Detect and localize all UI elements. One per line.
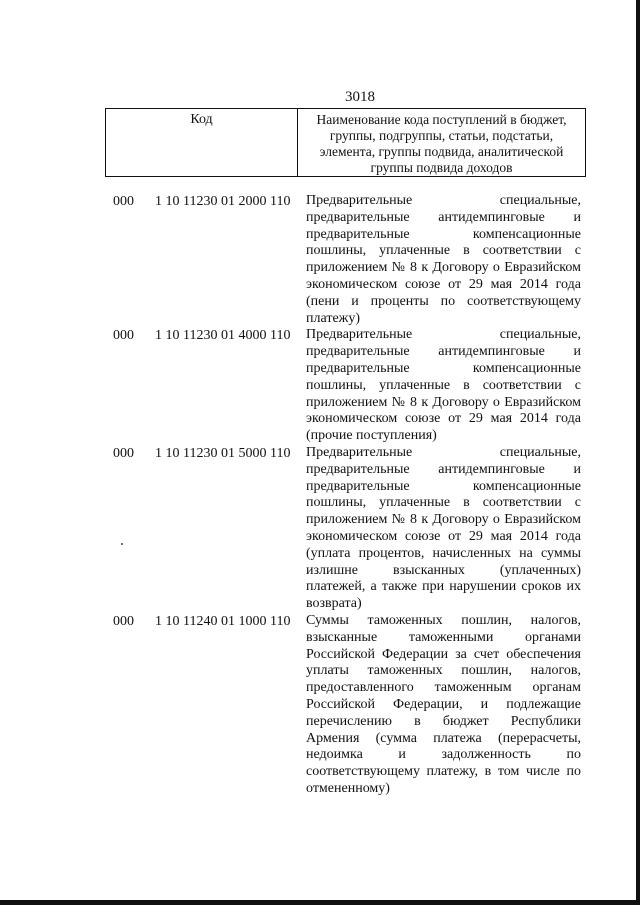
description-line: Суммы таможенных пошлин, налогов, — [306, 612, 581, 628]
admin-code: 000 — [113, 328, 134, 344]
description-line: платежу) — [306, 310, 360, 326]
description-line: предварительные антидемпинговые и — [306, 461, 581, 477]
description-line: перечислению в бюджет Республики — [306, 713, 581, 729]
admin-code: 000 — [113, 445, 134, 461]
description-line: пошлины, уплаченные в соответствии с — [306, 495, 581, 511]
description-line: экономическом союзе от 29 мая 2014 года — [306, 276, 581, 292]
revenue-code: 1 10 11230 01 2000 110 — [155, 194, 291, 209]
description-line: (пени и проценты по соответствующему — [306, 293, 581, 309]
description-line: Российской Федерации за счет обеспечения — [306, 646, 581, 662]
description-line: платежей, а также при нарушении сроков их — [306, 579, 581, 595]
revenue-description — [306, 445, 581, 613]
admin-code: 000 — [113, 194, 134, 209]
description-line: приложением № 8 к Договору о Евразийском — [306, 512, 581, 528]
description-line: соответствующему платежу, в том числе по — [306, 764, 581, 780]
description-line: Предварительные специальные, — [306, 327, 581, 343]
description-line: Армения (сумма платежа (перерасчеты, — [306, 730, 581, 746]
table-row — [0, 327, 640, 445]
description-line: предварительные антидемпинговые и — [306, 344, 581, 360]
revenue-code: 1 10 11240 01 1000 110 — [155, 613, 291, 629]
description-line: недоимка и задолженность по — [306, 747, 581, 763]
description-line: Предварительные специальные, — [306, 444, 581, 460]
table-header — [105, 108, 586, 177]
description-line: предварительные компенсационные — [306, 478, 581, 494]
description-line: предоставленного таможенным органам — [306, 680, 581, 696]
description-line: возврата) — [306, 596, 362, 612]
description-line: (прочие поступления) — [306, 428, 437, 444]
revenue-description — [306, 193, 581, 327]
description-line: (уплата процентов, начисленных на суммы — [306, 545, 581, 561]
header-name-cell: Наименование кода поступлений в бюджет, группы, подгруппы, статьи, подстатьи, элемента, группы подвида, аналитической группы подвида доходов — [316, 112, 567, 175]
table-row — [0, 613, 640, 798]
revenue-code: 1 10 11230 01 5000 110 — [155, 445, 291, 461]
description-line: пошлины, уплаченные в соответствии с — [306, 243, 581, 259]
description-line: экономическом союзе от 29 мая 2014 года — [306, 528, 581, 544]
revenue-description — [306, 613, 581, 798]
description-line: предварительные компенсационные — [306, 360, 581, 376]
description-line: излишне взысканных (уплаченных) — [306, 562, 581, 578]
revenue-code: 1 10 11230 01 4000 110 — [155, 328, 291, 344]
description-line: предварительные антидемпинговые и — [306, 209, 581, 225]
description-line: уплаты таможенных пошлин, налогов, — [306, 663, 581, 679]
description-line: Предварительные специальные, — [306, 193, 581, 208]
admin-code: 000 — [113, 613, 134, 629]
description-line: взысканные таможенными органами — [306, 629, 581, 645]
table-body — [0, 193, 640, 798]
description-line: приложением № 8 к Договору о Евразийском — [306, 394, 581, 410]
description-line: пошлины, уплаченные в соответствии с — [306, 377, 581, 393]
revenue-description — [306, 327, 581, 445]
header-code-cell: Код — [106, 109, 298, 176]
page-number: 3018 — [345, 89, 375, 105]
description-line: приложением № 8 к Договору о Евразийском — [306, 260, 581, 276]
description-line: отмененному) — [306, 780, 390, 796]
description-line: Российской Федерации, и подлежащие — [306, 696, 581, 712]
table-row — [0, 193, 640, 327]
description-line: предварительные компенсационные — [306, 226, 581, 242]
description-line: экономическом союзе от 29 мая 2014 года — [306, 411, 581, 427]
table-row — [0, 445, 640, 613]
